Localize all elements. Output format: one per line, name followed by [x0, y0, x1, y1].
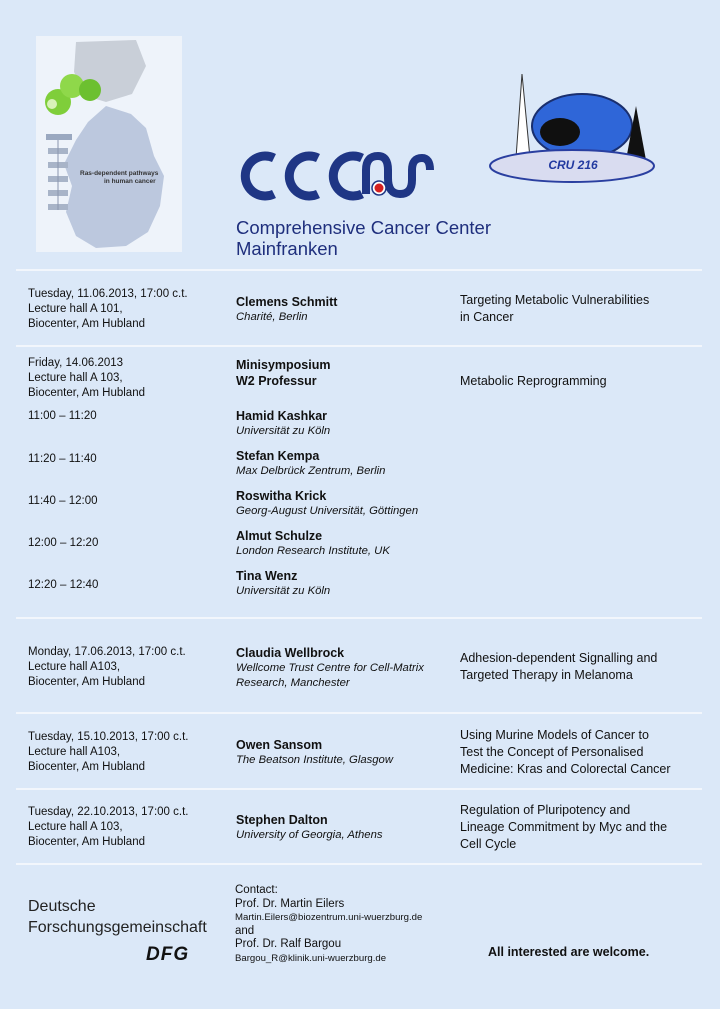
cru-label: CRU 216 [548, 158, 598, 172]
slot-speaker [236, 568, 456, 599]
symposium-topic: Metabolic Reprogramming [460, 374, 607, 388]
slot-time: 12:20 – 12:40 [28, 579, 99, 591]
talk-2-topic [460, 650, 700, 684]
speaker-institution: Max Delbrück Zentrum, Berlin [236, 465, 386, 477]
talk-place: Biocenter, Am Hubland [28, 761, 145, 773]
topic-line: Adhesion-dependent Signalling and [460, 651, 658, 665]
talk-room: Lecture hall A 101, [28, 303, 123, 315]
symposium-title-line1: Minisymposium [236, 358, 331, 372]
topic-line: Targeting Metabolic Vulnerabilities [460, 293, 650, 307]
speaker-institution: University of Georgia, Athens [236, 829, 383, 841]
contact-label: Contact: [235, 884, 278, 896]
poster-title-line1: Ras-dependent pathways [80, 170, 159, 177]
speaker-name: Hamid Kashkar [236, 409, 328, 423]
dfg-name [28, 896, 228, 938]
contact-and: and [235, 924, 255, 937]
talk-3-topic [460, 727, 710, 778]
talk-room: Lecture hall A 103, [28, 821, 123, 833]
poster-thumbnail [36, 36, 182, 252]
cccm-logo-mark [236, 150, 436, 202]
talk-1-topic [460, 292, 700, 326]
topic-line: Regulation of Pluripotency and [460, 803, 631, 817]
speaker-name: Clemens Schmitt [236, 295, 338, 309]
slot-speaker [236, 448, 456, 479]
section-divider [16, 269, 702, 271]
speaker-name: Almut Schulze [236, 529, 323, 543]
symposium-date: Friday, 14.06.2013 [28, 357, 124, 369]
cru-logo [486, 68, 656, 188]
talk-1-speaker [236, 294, 456, 325]
section-divider [16, 863, 702, 865]
poster-title-line2: in human cancer [104, 178, 156, 185]
contact-email[interactable]: Martin.Eilers@biozentrum.uni-wuerzburg.de [235, 912, 423, 923]
cccm-name-line2: Mainfranken [236, 238, 338, 259]
speaker-name: Owen Sansom [236, 738, 323, 752]
contact-name: Prof. Dr. Martin Eilers [235, 897, 345, 910]
slot-speaker [236, 488, 456, 519]
talk-4-topic [460, 802, 710, 853]
speaker-institution: Georg-August Universität, Göttingen [236, 505, 419, 517]
germany-map-graphic [36, 36, 182, 252]
slot-time: 11:40 – 12:00 [28, 495, 98, 507]
speaker-name: Tina Wenz [236, 569, 298, 583]
symposium-place: Biocenter, Am Hubland [28, 387, 145, 399]
topic-line: Lineage Commitment by Myc and the [460, 820, 668, 834]
speaker-name: Claudia Wellbrock [236, 646, 345, 660]
section-divider [16, 617, 702, 619]
speaker-name: Stephen Dalton [236, 813, 328, 827]
talk-place: Biocenter, Am Hubland [28, 836, 145, 848]
talk-place: Biocenter, Am Hubland [28, 676, 145, 688]
contact-email[interactable]: Bargou_R@klinik.uni-wuerzburg.de [235, 952, 387, 964]
speaker-institution: Universität zu Köln [236, 585, 331, 597]
topic-line: Targeted Therapy in Melanoma [460, 668, 633, 682]
poster-title [80, 170, 158, 186]
speaker-institution: Research, Manchester [236, 677, 350, 689]
symposium-room: Lecture hall A 103, [28, 372, 123, 384]
symposium-title-line2: W2 Professur [236, 374, 317, 388]
talk-date: Monday, 17.06.2013, 17:00 c.t. [28, 646, 186, 658]
cccm-name-line1: Comprehensive Cancer Center [236, 217, 492, 238]
talk-2-when-where [28, 645, 228, 690]
slot-time: 11:20 – 11:40 [28, 453, 97, 465]
symposium-title [236, 357, 456, 389]
slot-speaker [236, 528, 456, 559]
slot-time: 12:00 – 12:20 [28, 537, 99, 549]
talk-4-when-where [28, 805, 228, 850]
section-divider [16, 788, 702, 790]
speaker-institution: Universität zu Köln [236, 425, 331, 437]
dfg-name-line2: Forschungsgemeinschaft [28, 919, 207, 936]
talk-date: Tuesday, 11.06.2013, 17:00 c.t. [28, 288, 188, 300]
speaker-institution: London Research Institute, UK [236, 545, 390, 557]
topic-line: Test the Concept of Personalised [460, 745, 644, 759]
speaker-institution: The Beatson Institute, Glasgow [236, 754, 393, 766]
welcome-note: All interested are welcome. [488, 945, 650, 959]
talk-3-speaker [236, 737, 456, 768]
speaker-name: Roswitha Krick [236, 489, 327, 503]
dfg-name-line1: Deutsche [28, 898, 96, 915]
cccm-logo [236, 150, 496, 260]
speaker-institution: Wellcome Trust Centre for Cell-Matrix [236, 662, 424, 674]
contact-name: Prof. Dr. Ralf Bargou [235, 938, 342, 950]
topic-line: Using Murine Models of Cancer to [460, 728, 649, 742]
dfg-logo: DFG [146, 944, 190, 965]
section-divider [16, 345, 702, 347]
talk-date: Tuesday, 15.10.2013, 17:00 c.t. [28, 731, 189, 743]
topic-line: Cell Cycle [460, 837, 517, 851]
speaker-institution: Charité, Berlin [236, 311, 308, 323]
talk-date: Tuesday, 22.10.2013, 17:00 c.t. [28, 806, 189, 818]
talk-place: Biocenter, Am Hubland [28, 318, 145, 330]
slot-time: 11:00 – 11:20 [28, 410, 97, 422]
section-divider [16, 712, 702, 714]
speaker-name: Stefan Kempa [236, 449, 320, 463]
talk-room: Lecture hall A103, [28, 746, 121, 758]
talk-3-when-where [28, 730, 228, 775]
topic-line: Medicine: Kras and Colorectal Cancer [460, 762, 671, 776]
talk-4-speaker [236, 812, 456, 843]
topic-line: in Cancer [460, 310, 514, 324]
talk-1-when-where [28, 287, 228, 332]
talk-2-speaker [236, 645, 456, 691]
contact-block [235, 884, 465, 965]
talk-room: Lecture hall A103, [28, 661, 121, 673]
symposium-when-where [28, 356, 228, 401]
slot-speaker [236, 408, 456, 439]
